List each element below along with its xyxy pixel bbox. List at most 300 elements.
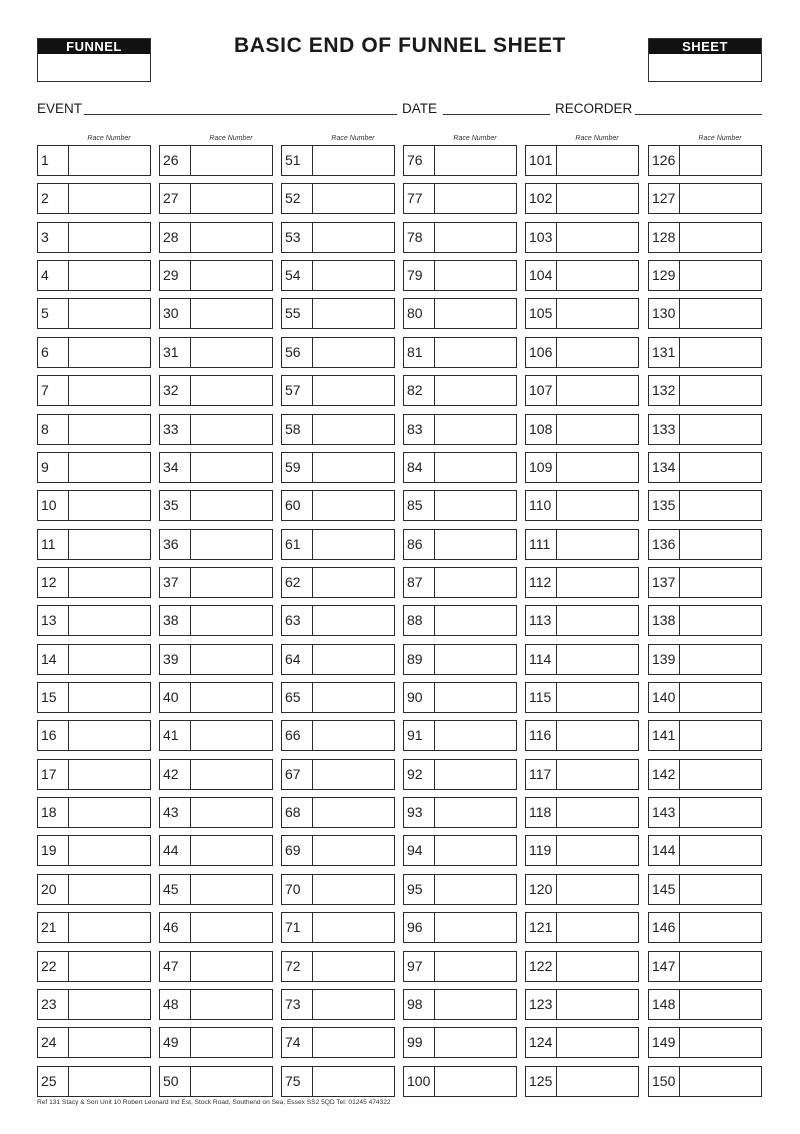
column-header: Race Number xyxy=(453,135,497,142)
race-number-entry[interactable] xyxy=(313,530,394,559)
finish-row xyxy=(648,682,762,713)
finish-position: 125 xyxy=(526,1067,557,1096)
finish-position: 132 xyxy=(649,376,680,405)
race-number-entry[interactable] xyxy=(680,376,761,405)
race-number-entry[interactable] xyxy=(435,184,516,213)
finish-row xyxy=(525,835,639,866)
race-number-entry[interactable] xyxy=(313,721,394,750)
race-number-entry[interactable] xyxy=(313,913,394,942)
finish-position: 31 xyxy=(160,338,191,367)
finish-position: 119 xyxy=(526,836,557,865)
race-number-entry[interactable] xyxy=(191,683,272,712)
finish-position: 32 xyxy=(160,376,191,405)
race-number-entry[interactable] xyxy=(69,299,150,328)
race-number-entry[interactable] xyxy=(313,415,394,444)
finish-row xyxy=(403,567,517,598)
finish-position: 78 xyxy=(404,223,435,252)
race-number-entry[interactable] xyxy=(680,1028,761,1057)
race-number-entry[interactable] xyxy=(557,261,638,290)
race-number-entry[interactable] xyxy=(435,146,516,175)
finish-row xyxy=(403,490,517,521)
race-number-entry[interactable] xyxy=(313,184,394,213)
race-number-entry[interactable] xyxy=(69,1067,150,1096)
race-number-entry[interactable] xyxy=(680,836,761,865)
race-number-entry[interactable] xyxy=(557,683,638,712)
finish-row xyxy=(281,337,395,368)
race-number-entry[interactable] xyxy=(435,721,516,750)
finish-position: 5 xyxy=(38,299,69,328)
finish-row xyxy=(403,298,517,329)
race-number-entry[interactable] xyxy=(69,760,150,789)
finish-row xyxy=(403,145,517,176)
finish-position: 53 xyxy=(282,223,313,252)
race-number-entry[interactable] xyxy=(191,1067,272,1096)
race-number-entry[interactable] xyxy=(191,338,272,367)
finish-row xyxy=(37,989,151,1020)
finish-position: 59 xyxy=(282,453,313,482)
race-number-entry[interactable] xyxy=(557,990,638,1019)
finish-row xyxy=(525,1066,639,1097)
race-number-entry[interactable] xyxy=(313,990,394,1019)
finish-row xyxy=(648,222,762,253)
race-number-entry[interactable] xyxy=(191,760,272,789)
race-number-entry[interactable] xyxy=(435,990,516,1019)
race-number-entry[interactable] xyxy=(557,415,638,444)
finish-row xyxy=(281,720,395,751)
column-header: Race Number xyxy=(209,135,253,142)
finish-row xyxy=(525,145,639,176)
finish-position: 33 xyxy=(160,415,191,444)
race-number-entry[interactable] xyxy=(69,453,150,482)
race-number-entry[interactable] xyxy=(191,184,272,213)
race-number-entry[interactable] xyxy=(557,913,638,942)
finish-position: 130 xyxy=(649,299,680,328)
date-field[interactable] xyxy=(443,114,550,115)
sheet-box xyxy=(648,38,762,82)
race-number-entry[interactable] xyxy=(557,760,638,789)
race-number-entry[interactable] xyxy=(680,261,761,290)
race-number-entry[interactable] xyxy=(435,338,516,367)
finish-row xyxy=(403,452,517,483)
finish-position: 56 xyxy=(282,338,313,367)
race-number-entry[interactable] xyxy=(313,261,394,290)
race-number-entry[interactable] xyxy=(191,299,272,328)
finish-position: 112 xyxy=(526,568,557,597)
finish-row xyxy=(159,797,273,828)
race-number-entry[interactable] xyxy=(69,721,150,750)
race-number-entry[interactable] xyxy=(557,530,638,559)
race-number-entry[interactable] xyxy=(69,338,150,367)
race-number-entry[interactable] xyxy=(313,952,394,981)
race-number-entry[interactable] xyxy=(191,491,272,520)
race-number-entry[interactable] xyxy=(557,223,638,252)
finish-row xyxy=(403,759,517,790)
race-number-entry[interactable] xyxy=(680,798,761,827)
race-number-entry[interactable] xyxy=(557,376,638,405)
race-number-entry[interactable] xyxy=(680,568,761,597)
finish-position: 29 xyxy=(160,261,191,290)
finish-row xyxy=(403,797,517,828)
finish-row xyxy=(525,452,639,483)
finish-row xyxy=(403,874,517,905)
finish-position: 25 xyxy=(38,1067,69,1096)
race-number-entry[interactable] xyxy=(313,875,394,904)
finish-position: 39 xyxy=(160,645,191,674)
race-number-entry[interactable] xyxy=(191,721,272,750)
race-column xyxy=(281,133,395,1104)
finish-row xyxy=(159,912,273,943)
finish-row xyxy=(648,835,762,866)
race-number-entry[interactable] xyxy=(557,146,638,175)
race-number-entry[interactable] xyxy=(557,299,638,328)
race-number-entry[interactable] xyxy=(435,645,516,674)
race-number-entry[interactable] xyxy=(557,1028,638,1057)
finish-row xyxy=(159,414,273,445)
finish-row xyxy=(159,452,273,483)
race-number-entry[interactable] xyxy=(557,798,638,827)
race-number-entry[interactable] xyxy=(313,223,394,252)
finish-row xyxy=(37,222,151,253)
finish-position: 140 xyxy=(649,683,680,712)
finish-row xyxy=(37,452,151,483)
finish-row xyxy=(159,682,273,713)
race-number-entry[interactable] xyxy=(313,376,394,405)
finish-position: 104 xyxy=(526,261,557,290)
finish-row xyxy=(37,720,151,751)
finish-row xyxy=(159,567,273,598)
finish-row xyxy=(37,375,151,406)
race-number-entry[interactable] xyxy=(680,223,761,252)
finish-row xyxy=(159,605,273,636)
finish-row xyxy=(159,145,273,176)
race-number-entry[interactable] xyxy=(680,760,761,789)
finish-position: 99 xyxy=(404,1028,435,1057)
race-number-entry[interactable] xyxy=(435,836,516,865)
race-number-entry[interactable] xyxy=(557,338,638,367)
finish-position: 84 xyxy=(404,453,435,482)
race-number-entry[interactable] xyxy=(680,1067,761,1096)
finish-row xyxy=(37,605,151,636)
race-number-entry[interactable] xyxy=(69,261,150,290)
race-number-entry[interactable] xyxy=(557,875,638,904)
sheet-field[interactable] xyxy=(649,54,761,81)
finish-position: 148 xyxy=(649,990,680,1019)
race-number-entry[interactable] xyxy=(435,223,516,252)
race-number-entry[interactable] xyxy=(680,721,761,750)
finish-row xyxy=(281,183,395,214)
race-number-entry[interactable] xyxy=(557,491,638,520)
finish-row xyxy=(648,989,762,1020)
finish-row xyxy=(525,529,639,560)
race-number-entry[interactable] xyxy=(680,913,761,942)
funnel-box xyxy=(37,38,151,82)
race-number-entry[interactable] xyxy=(69,530,150,559)
race-number-entry[interactable] xyxy=(191,798,272,827)
finish-position: 18 xyxy=(38,798,69,827)
race-number-entry[interactable] xyxy=(69,798,150,827)
finish-row xyxy=(648,605,762,636)
race-number-entry[interactable] xyxy=(557,453,638,482)
finish-row xyxy=(281,951,395,982)
finish-position: 113 xyxy=(526,606,557,635)
race-number-entry[interactable] xyxy=(191,952,272,981)
race-number-entry[interactable] xyxy=(435,491,516,520)
finish-position: 94 xyxy=(404,836,435,865)
finish-position: 17 xyxy=(38,760,69,789)
race-number-entry[interactable] xyxy=(313,568,394,597)
finish-position: 60 xyxy=(282,491,313,520)
finish-row xyxy=(403,529,517,560)
race-number-entry[interactable] xyxy=(680,683,761,712)
race-number-entry[interactable] xyxy=(69,952,150,981)
race-number-entry[interactable] xyxy=(191,836,272,865)
race-number-entry[interactable] xyxy=(191,376,272,405)
race-number-entry[interactable] xyxy=(69,645,150,674)
finish-position: 82 xyxy=(404,376,435,405)
race-number-entry[interactable] xyxy=(435,261,516,290)
race-number-entry[interactable] xyxy=(191,913,272,942)
finish-position: 116 xyxy=(526,721,557,750)
race-number-entry[interactable] xyxy=(435,530,516,559)
finish-row xyxy=(37,337,151,368)
finish-position: 108 xyxy=(526,415,557,444)
finish-position: 54 xyxy=(282,261,313,290)
finish-row xyxy=(159,222,273,253)
finish-position: 40 xyxy=(160,683,191,712)
finish-position: 114 xyxy=(526,645,557,674)
finish-row xyxy=(525,682,639,713)
finish-position: 121 xyxy=(526,913,557,942)
finish-row xyxy=(159,759,273,790)
race-number-entry[interactable] xyxy=(557,645,638,674)
finish-row xyxy=(525,989,639,1020)
race-number-entry[interactable] xyxy=(680,146,761,175)
finish-row xyxy=(159,989,273,1020)
race-number-entry[interactable] xyxy=(435,453,516,482)
race-number-entry[interactable] xyxy=(557,952,638,981)
race-number-entry[interactable] xyxy=(69,1028,150,1057)
race-number-entry[interactable] xyxy=(680,184,761,213)
race-number-entry[interactable] xyxy=(435,415,516,444)
finish-row xyxy=(648,951,762,982)
race-number-entry[interactable] xyxy=(557,184,638,213)
race-number-entry[interactable] xyxy=(191,146,272,175)
race-number-entry[interactable] xyxy=(435,606,516,635)
finish-row xyxy=(403,951,517,982)
event-field[interactable] xyxy=(84,114,397,115)
finish-row xyxy=(648,337,762,368)
race-number-entry[interactable] xyxy=(313,299,394,328)
race-number-entry[interactable] xyxy=(557,721,638,750)
race-number-entry[interactable] xyxy=(191,530,272,559)
finish-position: 42 xyxy=(160,760,191,789)
race-number-entry[interactable] xyxy=(191,645,272,674)
race-number-entry[interactable] xyxy=(557,606,638,635)
finish-row xyxy=(159,529,273,560)
race-number-entry[interactable] xyxy=(191,453,272,482)
race-number-entry[interactable] xyxy=(69,491,150,520)
finish-position: 123 xyxy=(526,990,557,1019)
race-number-entry[interactable] xyxy=(191,261,272,290)
finish-position: 145 xyxy=(649,875,680,904)
finish-row xyxy=(37,951,151,982)
finish-position: 76 xyxy=(404,146,435,175)
finish-position: 124 xyxy=(526,1028,557,1057)
race-number-entry[interactable] xyxy=(69,990,150,1019)
race-number-entry[interactable] xyxy=(435,568,516,597)
race-number-entry[interactable] xyxy=(557,836,638,865)
finish-position: 100 xyxy=(404,1067,435,1096)
race-number-entry[interactable] xyxy=(69,913,150,942)
race-number-entry[interactable] xyxy=(435,875,516,904)
finish-row xyxy=(159,874,273,905)
finish-row xyxy=(37,529,151,560)
column-header: Race Number xyxy=(698,135,742,142)
finish-row xyxy=(37,797,151,828)
finish-row xyxy=(648,183,762,214)
finish-row xyxy=(648,529,762,560)
race-number-entry[interactable] xyxy=(435,299,516,328)
finish-row xyxy=(159,835,273,866)
finish-position: 9 xyxy=(38,453,69,482)
finish-row xyxy=(281,490,395,521)
finish-row xyxy=(281,874,395,905)
finish-position: 115 xyxy=(526,683,557,712)
finish-position: 50 xyxy=(160,1067,191,1096)
race-number-entry[interactable] xyxy=(191,1028,272,1057)
finish-position: 44 xyxy=(160,836,191,865)
race-number-entry[interactable] xyxy=(69,415,150,444)
race-number-entry[interactable] xyxy=(680,491,761,520)
race-number-entry[interactable] xyxy=(69,223,150,252)
race-number-entry[interactable] xyxy=(313,338,394,367)
finish-position: 69 xyxy=(282,836,313,865)
race-number-entry[interactable] xyxy=(191,223,272,252)
race-number-entry[interactable] xyxy=(435,798,516,827)
race-number-entry[interactable] xyxy=(69,376,150,405)
finish-row xyxy=(525,414,639,445)
finish-row xyxy=(525,720,639,751)
finish-position: 57 xyxy=(282,376,313,405)
recorder-field[interactable] xyxy=(635,114,762,115)
finish-position: 146 xyxy=(649,913,680,942)
race-column xyxy=(525,133,639,1104)
finish-row xyxy=(37,567,151,598)
finish-position: 102 xyxy=(526,184,557,213)
race-number-entry[interactable] xyxy=(680,875,761,904)
finish-row xyxy=(648,874,762,905)
race-number-entry[interactable] xyxy=(435,952,516,981)
race-number-entry[interactable] xyxy=(191,875,272,904)
race-number-entry[interactable] xyxy=(435,1028,516,1057)
finish-position: 36 xyxy=(160,530,191,559)
race-number-entry[interactable] xyxy=(680,990,761,1019)
race-number-entry[interactable] xyxy=(69,606,150,635)
race-number-entry[interactable] xyxy=(680,645,761,674)
finish-position: 93 xyxy=(404,798,435,827)
race-number-entry[interactable] xyxy=(435,1067,516,1096)
race-number-entry[interactable] xyxy=(69,568,150,597)
race-number-entry[interactable] xyxy=(557,568,638,597)
race-number-entry[interactable] xyxy=(69,146,150,175)
finish-row xyxy=(37,1066,151,1097)
race-number-entry[interactable] xyxy=(313,453,394,482)
finish-position: 24 xyxy=(38,1028,69,1057)
race-number-entry[interactable] xyxy=(69,836,150,865)
finish-position: 96 xyxy=(404,913,435,942)
finish-position: 86 xyxy=(404,530,435,559)
race-number-entry[interactable] xyxy=(191,606,272,635)
race-number-entry[interactable] xyxy=(557,1067,638,1096)
finish-position: 142 xyxy=(649,760,680,789)
finish-position: 22 xyxy=(38,952,69,981)
race-number-entry[interactable] xyxy=(191,990,272,1019)
finish-position: 14 xyxy=(38,645,69,674)
finish-position: 90 xyxy=(404,683,435,712)
finish-position: 107 xyxy=(526,376,557,405)
finish-row xyxy=(525,912,639,943)
race-number-entry[interactable] xyxy=(191,415,272,444)
race-number-entry[interactable] xyxy=(69,683,150,712)
finish-position: 73 xyxy=(282,990,313,1019)
race-number-entry[interactable] xyxy=(435,760,516,789)
column-header: Race Number xyxy=(87,135,131,142)
finish-position: 74 xyxy=(282,1028,313,1057)
race-number-entry[interactable] xyxy=(313,645,394,674)
race-number-entry[interactable] xyxy=(680,453,761,482)
finish-row xyxy=(525,759,639,790)
race-number-entry[interactable] xyxy=(191,568,272,597)
funnel-field[interactable] xyxy=(38,54,150,81)
finish-row xyxy=(281,912,395,943)
finish-position: 10 xyxy=(38,491,69,520)
finish-row xyxy=(281,567,395,598)
finish-row xyxy=(159,720,273,751)
race-number-entry[interactable] xyxy=(435,683,516,712)
race-number-entry[interactable] xyxy=(680,530,761,559)
race-number-entry[interactable] xyxy=(435,913,516,942)
race-number-entry[interactable] xyxy=(69,184,150,213)
race-number-entry[interactable] xyxy=(313,760,394,789)
race-number-entry[interactable] xyxy=(313,798,394,827)
race-number-entry[interactable] xyxy=(313,491,394,520)
race-number-entry[interactable] xyxy=(313,146,394,175)
race-number-entry[interactable] xyxy=(313,683,394,712)
finish-row xyxy=(648,797,762,828)
race-number-entry[interactable] xyxy=(69,875,150,904)
finish-position: 111 xyxy=(526,530,557,559)
race-number-entry[interactable] xyxy=(680,606,761,635)
race-number-entry[interactable] xyxy=(680,299,761,328)
finish-row xyxy=(159,337,273,368)
finish-position: 133 xyxy=(649,415,680,444)
race-number-entry[interactable] xyxy=(680,415,761,444)
race-number-entry[interactable] xyxy=(313,1067,394,1096)
finish-row xyxy=(525,375,639,406)
finish-position: 51 xyxy=(282,146,313,175)
finish-position: 126 xyxy=(649,146,680,175)
race-number-entry[interactable] xyxy=(313,606,394,635)
finish-position: 63 xyxy=(282,606,313,635)
finish-row xyxy=(648,1066,762,1097)
race-number-entry[interactable] xyxy=(435,376,516,405)
race-number-entry[interactable] xyxy=(680,338,761,367)
race-number-entry[interactable] xyxy=(313,836,394,865)
race-number-entry[interactable] xyxy=(313,1028,394,1057)
race-number-entry[interactable] xyxy=(680,952,761,981)
finish-position: 49 xyxy=(160,1028,191,1057)
finish-position: 137 xyxy=(649,568,680,597)
